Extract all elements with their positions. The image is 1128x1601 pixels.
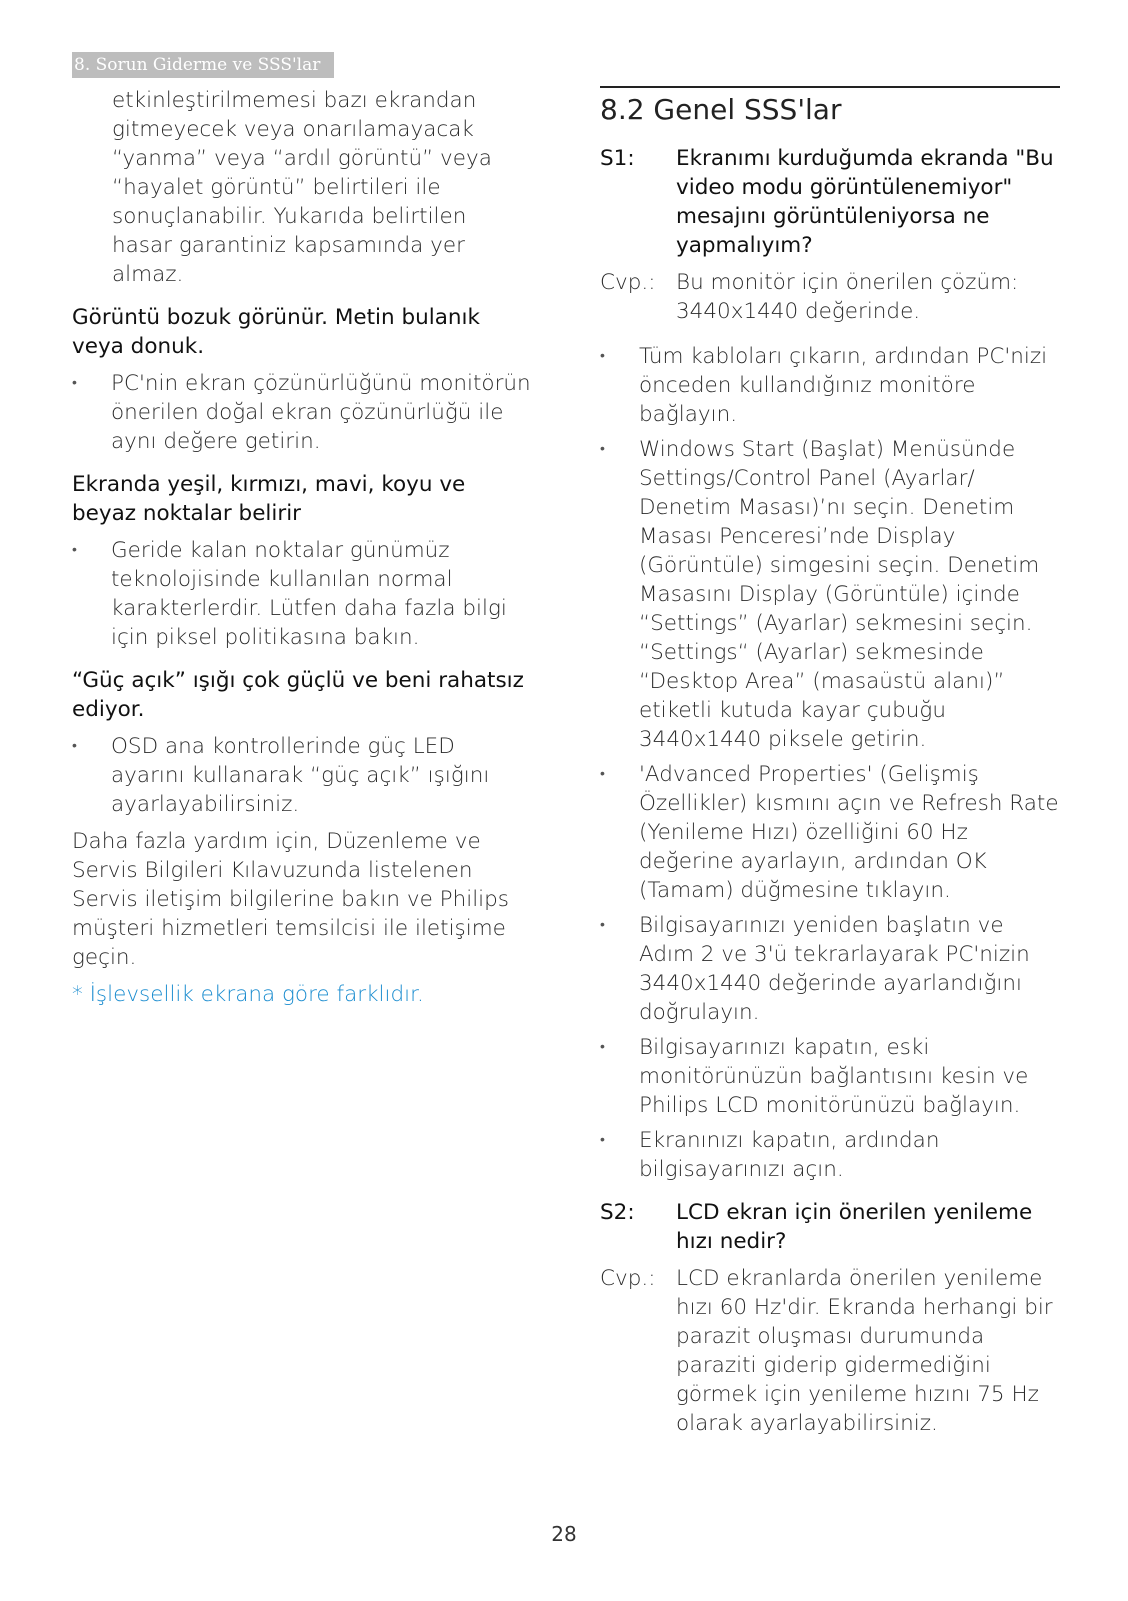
bullet-text: Geride kalan noktalar günümüz teknolojisinde kullanılan normal karakterlerdir. Lütfen daha fazla bilgi için piksel politikasına bakın. bbox=[111, 538, 507, 650]
question-label: S2: bbox=[600, 1200, 635, 1225]
list-item bbox=[600, 1126, 1060, 1184]
list-item bbox=[72, 732, 532, 819]
bullet-icon: • bbox=[600, 917, 605, 933]
intro-paragraph: etkinleştirilmemesi bazı ekrandan gitmeyecek veya onarılamayacak “yanma” veya “ardıl görüntü” veya “hayalet görüntü” belirtileri ile sonuçlanabilir. Yukarıda belirtilen hasar garantiniz kapsamında yer almaz. bbox=[112, 88, 492, 287]
section-tab: 8. Sorun Giderme ve SSS'lar bbox=[72, 52, 334, 78]
answer-text: Bu monitör için önerilen çözüm: 3440x1440 değerinde. bbox=[676, 270, 1019, 324]
left-column bbox=[72, 86, 532, 1009]
list-item bbox=[72, 536, 532, 652]
question-1 bbox=[600, 144, 1060, 260]
right-column bbox=[600, 86, 1060, 1438]
bullet-icon: • bbox=[600, 348, 605, 364]
bullet-text: Windows Start (Başlat) Menüsünde Settings/Control Panel (Ayarlar/ Denetim Masası)’nı seçin. Denetim Masası Penceresi’nde Display (Görüntüle) simgesini seçin. Denetim Masasını Display (Görüntüle) içinde “Settings” (Ayarlar) sekmesini seçin. “Settings“ (Ayarlar) sekmesinde “Desktop Area” (masaüstü alanı)” etiketli kutuda kayar çubuğu 3440x1440 piksele getirin. bbox=[639, 437, 1040, 752]
answer-2 bbox=[600, 1264, 1060, 1438]
bullet-icon: • bbox=[600, 1132, 605, 1148]
list-item bbox=[600, 1033, 1060, 1120]
issue-heading-dots: Ekranda yeşil, kırmızı, mavi, koyu ve beyaz noktalar belirir bbox=[72, 472, 466, 526]
bullet-text: 'Advanced Properties' (Gelişmiş Özellikler) kısmını açın ve Refresh Rate (Yenileme Hızı) özelliğini 60 Hz değerine ayarlayın, ardından OK (Tamam) düğmesine tıklayın. bbox=[639, 762, 1059, 903]
list-item bbox=[72, 369, 532, 456]
question-text: Ekranımı kurduğumda ekranda "Bu video modu görüntülenemiyor" mesajını görüntüleniyorsa ne yapmalıyım? bbox=[676, 146, 1054, 258]
issue-heading-power-light: “Güç açık” ışığı çok güçlü ve beni rahatsız ediyor. bbox=[72, 668, 524, 722]
bullet-icon: • bbox=[600, 441, 605, 457]
bullet-text: Bilgisayarınızı yeniden başlatın ve Adım 2 ve 3'ü tekrarlayarak PC'nizin 3440x1440 değerinde ayarlandığını doğrulayın. bbox=[639, 913, 1030, 1025]
list-item bbox=[600, 435, 1060, 754]
bullet-text: Bilgisayarınızı kapatın, eski monitörünüzün bağlantısını kesin ve Philips LCD monitörünüzü bağlayın. bbox=[639, 1035, 1029, 1118]
footnote: * İşlevsellik ekrana göre farklıdır. bbox=[72, 982, 424, 1007]
list-item bbox=[600, 760, 1060, 905]
bullet-icon: • bbox=[72, 375, 77, 391]
bullet-icon: • bbox=[72, 542, 77, 558]
page-number: 28 bbox=[551, 1522, 577, 1546]
bullet-text: Ekranınızı kapatın, ardından bilgisayarınızı açın. bbox=[639, 1128, 940, 1182]
list-item bbox=[600, 342, 1060, 429]
bullet-icon: • bbox=[600, 1039, 605, 1055]
question-text: LCD ekran için önerilen yenileme hızı nedir? bbox=[676, 1200, 1033, 1254]
bullet-icon: • bbox=[72, 738, 77, 754]
section-title: 8.2 Genel SSS'lar bbox=[600, 86, 1060, 128]
bullet-icon: • bbox=[600, 766, 605, 782]
bullet-text: Tüm kabloları çıkarın, ardından PC'nizi önceden kullandığınız monitöre bağlayın. bbox=[639, 344, 1048, 427]
answer-label: Cvp.: bbox=[600, 1266, 656, 1291]
answer-1 bbox=[600, 268, 1060, 326]
bullet-text: PC'nin ekran çözünürlüğünü monitörün önerilen doğal ekran çözünürlüğü ile aynı değere getirin. bbox=[111, 371, 531, 454]
bullet-text: OSD ana kontrollerinde güç LED ayarını kullanarak “güç açık” ışığını ayarlayabilirsiniz. bbox=[111, 734, 490, 817]
question-label: S1: bbox=[600, 146, 635, 171]
issue-heading-blurry: Görüntü bozuk görünür. Metin bulanık veya donuk. bbox=[72, 305, 480, 359]
help-paragraph: Daha fazla yardım için, Düzenleme ve Servis Bilgileri Kılavuzunda listelenen Servis iletişim bilgilerine bakın ve Philips müşteri hizmetleri temsilcisi ile iletişime geçin. bbox=[72, 829, 510, 970]
list-item bbox=[600, 911, 1060, 1027]
answer-text: LCD ekranlarda önerilen yenileme hızı 60 Hz'dir. Ekranda herhangi bir parazit oluşması durumunda paraziti giderip gidermediğini görmek için yenileme hızını 75 Hz olarak ayarlayabilirsiniz. bbox=[676, 1266, 1053, 1436]
answer-label: Cvp.: bbox=[600, 270, 656, 295]
question-2 bbox=[600, 1198, 1060, 1256]
